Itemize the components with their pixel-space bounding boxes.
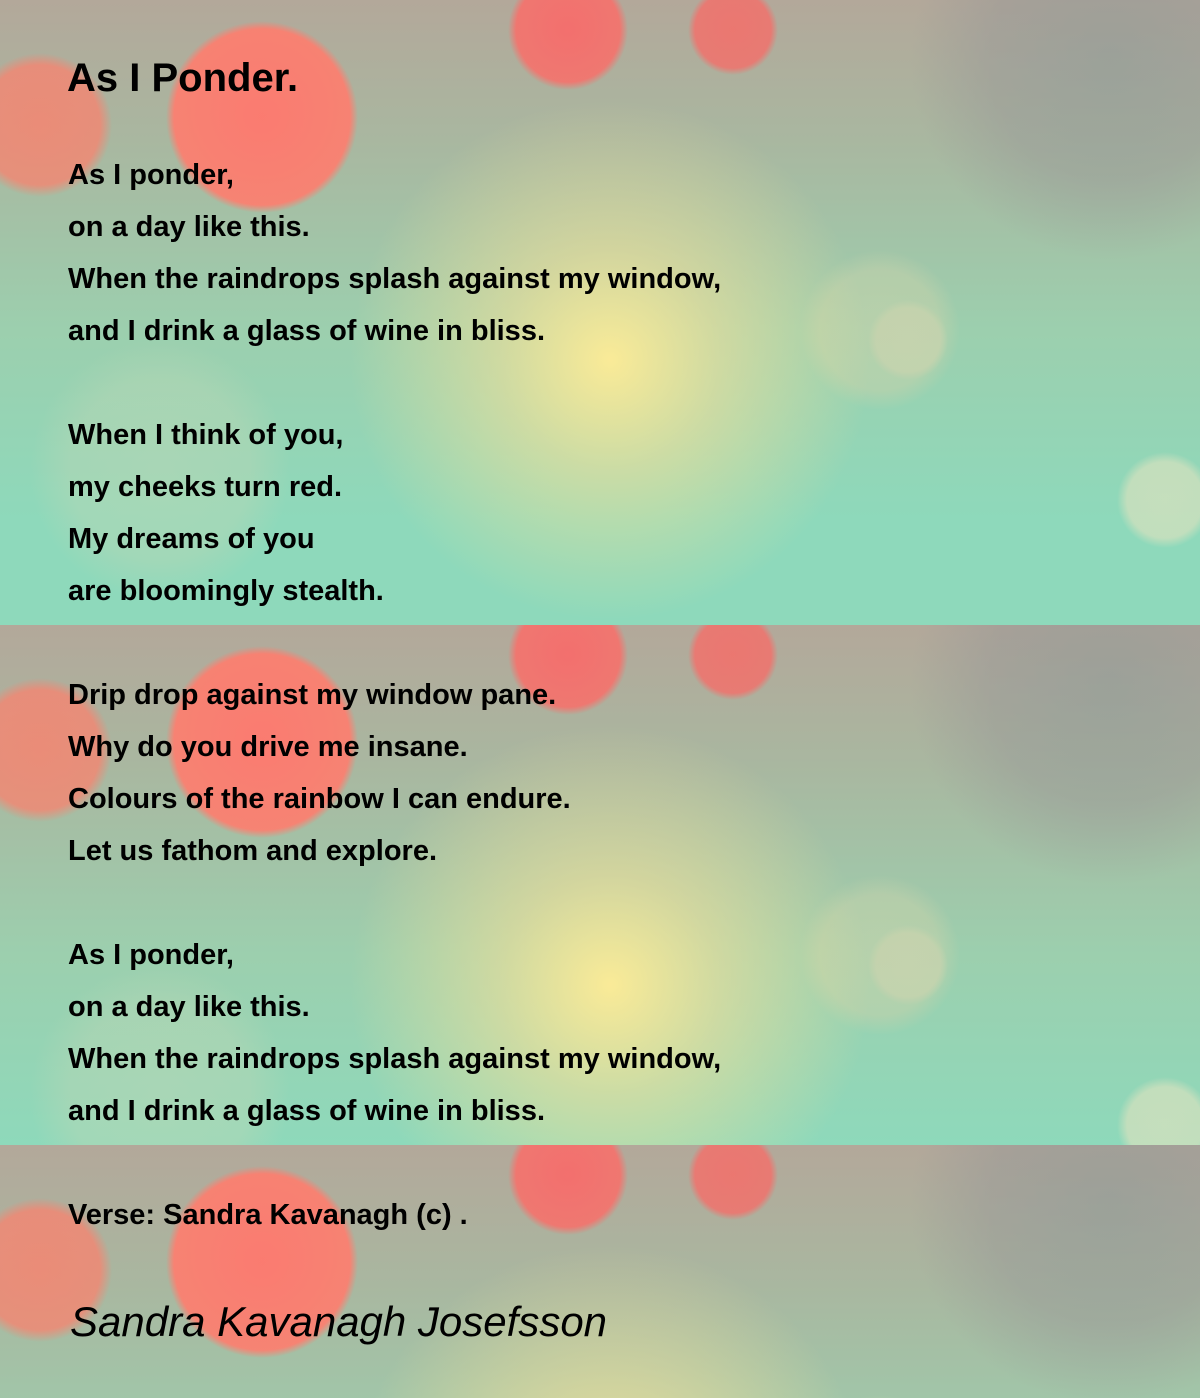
verse-line: and I drink a glass of wine in bliss. (68, 315, 545, 347)
verse-line: My dreams of you (68, 523, 315, 555)
verse-line: As I ponder, (68, 159, 234, 191)
verse-line: Colours of the rainbow I can endure. (68, 783, 571, 815)
verse-line: When the raindrops splash against my window, (68, 263, 722, 295)
stanza-1 (68, 149, 721, 357)
stanza-3 (68, 669, 571, 877)
verse-line: on a day like this. (68, 211, 310, 243)
stanza-4 (68, 929, 721, 1137)
verse-line: As I ponder, (68, 939, 234, 971)
verse-line: When I think of you, (68, 419, 344, 451)
poem-title: As I Ponder. (67, 56, 299, 100)
verse-line: Drip drop against my window pane. (68, 679, 557, 711)
verse-line: When the raindrops splash against my window, (68, 1043, 722, 1075)
poet-name: Sandra Kavanagh Josefsson (70, 1298, 608, 1345)
verse-line: are bloomingly stealth. (68, 575, 384, 607)
verse-credit: Verse: Sandra Kavanagh (c) . (68, 1199, 468, 1231)
verse-line: Why do you drive me insane. (68, 731, 468, 763)
verse-line: Let us fathom and explore. (68, 835, 437, 867)
verse-line: on a day like this. (68, 991, 310, 1023)
stanza-2 (68, 409, 384, 617)
verse-line: and I drink a glass of wine in bliss. (68, 1095, 545, 1127)
verse-line: my cheeks turn red. (68, 471, 342, 503)
